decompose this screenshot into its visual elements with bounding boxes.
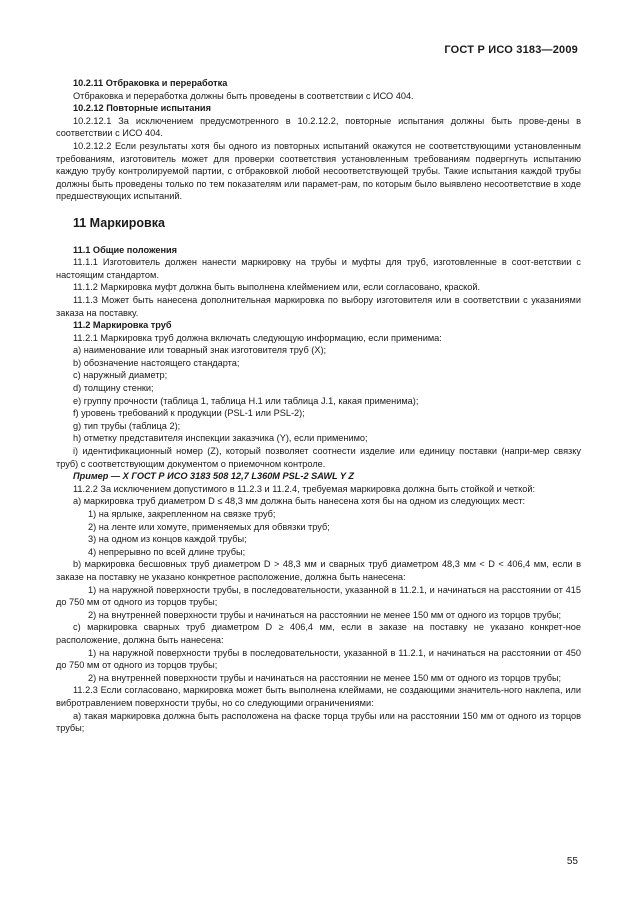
paragraph: i) идентификационный номер (Z), который позволяет соотнести изделие или единицу поставки (напри-мер связку труб) с соответствующим документом о приемочном контроле. xyxy=(56,446,581,469)
paragraph: 1) на наружной поверхности трубы, в последовательности, указанной в 11.2.1, и начинаться на расстоянии от 415 до 750 мм от одного из торцов трубы; xyxy=(56,584,581,608)
document-header: ГОСТ Р ИСО 3183—2009 xyxy=(444,44,578,56)
paragraph: Отбраковка и переработка должны быть проведены в соответствии с ИСО 404. xyxy=(73,90,414,101)
paragraph: a) наименование или товарный знак изготовителя труб (X); xyxy=(73,345,327,356)
paragraph: 2) на внутренней поверхности трубы и начинаться на расстоянии не менее 150 мм от одного из торцов трубы; xyxy=(88,609,562,620)
paragraph: Пример — X ГОСТ Р ИСО 3183 508 12,7 L360M PSL-2 SAWL Y Z xyxy=(73,471,354,482)
section-heading: 11 Маркировка xyxy=(73,215,165,230)
paragraph: 2) на ленте или хомуте, применяемых для обвязки труб; xyxy=(88,521,330,532)
subsection-heading: 11.1 Общие положения xyxy=(73,244,178,255)
paragraph: f) уровень требований к продукции (PSL-1 или PSL-2); xyxy=(73,408,305,419)
paragraph: 11.1.2 Маркировка муфт должна быть выполнена клеймением или, если согласовано, краской. xyxy=(73,282,481,293)
paragraph: b) маркировка бесшовных труб диаметром D > 48,3 мм и сварных труб диаметром 48,3 мм < D < 406,4 мм, если в заказе на поставку не указано конкретное расположение, должна быть нанесена: xyxy=(56,559,581,582)
paragraph: 1) на наружной поверхности трубы в последовательности, указанной в 11.2.1, и начинаться на расстоянии от 450 до 750 мм от одного из торцов трубы; xyxy=(56,647,581,671)
paragraph: 3) на одном из концов каждой трубы; xyxy=(88,534,247,545)
paragraph: 2) на внутренней поверхности трубы и начинаться на расстоянии не менее 150 мм от одного из торцов трубы; xyxy=(88,672,562,683)
paragraph: a) маркировка труб диаметром D ≤ 48,3 мм должна быть нанесена хотя бы на одном из следующих мест: xyxy=(73,496,526,507)
paragraph: a) такая маркировка должна быть расположена на фаске торца трубы или на расстоянии 150 мм от одного из торцов трубы; xyxy=(56,710,581,734)
paragraph: c) наружный диаметр; xyxy=(73,370,168,381)
paragraph: 11.1.1 Изготовитель должен нанести маркировку на трубы и муфты для труб, изготовленные в соот-ветствии с настоящим стандартом. xyxy=(56,257,581,280)
paragraph: c) маркировка сварных труб диаметром D ≥ 406,4 мм, если в заказе на поставку не указано конкрет-ное расположение, должна быть нанесена: xyxy=(56,622,581,645)
subsection-heading: 10.2.11 Отбраковка и переработка xyxy=(73,78,228,88)
subsection-heading: 11.2 Маркировка труб xyxy=(73,320,172,331)
page-number: 55 xyxy=(566,856,578,867)
document-body xyxy=(56,77,581,735)
subsection-heading: 10.2.12 Повторные испытания xyxy=(73,103,211,114)
paragraph: d) толщину стенки; xyxy=(73,383,154,394)
paragraph: 11.2.3 Если согласовано, маркировка может быть выполнена клеймами, не создающими значитель-ного наклепа, или вибротравлением поверхности трубы, но со следующими ограничениями: xyxy=(56,685,581,708)
paragraph: 10.2.12.1 За исключением предусмотренного в 10.2.12.2, повторные испытания должны быть прове-дены в соответствии с ИСО 404. xyxy=(56,115,581,139)
paragraph: g) тип трубы (таблица 2); xyxy=(73,420,181,431)
paragraph: 10.2.12.2 Если результаты хотя бы одного из повторных испытаний окажутся не соответствующими установленным требованиям, изготовитель может для проверки соответствия установленным требованиям подвергнуть испытанию каждую трубу контролируемой партии, с отбраковкой любой несоответствующей трубы. Такие испытания каждой трубы должны быть проведены только по тем показателям или парамет-рам, по которым было выявлено несоответствие в ходе предшествующих испытаний. xyxy=(56,140,581,202)
paragraph: h) отметку представителя инспекции заказчика (Y), если применимо; xyxy=(73,433,368,444)
paragraph: 11.2.2 За исключением допустимого в 11.2.3 и 11.2.4, требуемая маркировка должна быть стойкой и четкой: xyxy=(73,483,535,494)
paragraph: 11.2.1 Маркировка труб должна включать следующую информацию, если применима: xyxy=(73,332,442,343)
paragraph: 11.1.3 Может быть нанесена дополнительная маркировка по выбору изготовителя или в соответствии с указаниями заказа на поставку. xyxy=(56,294,581,318)
paragraph: 1) на ярлыке, закрепленном на связке труб; xyxy=(88,509,276,519)
paragraph: 4) непрерывно по всей длине трубы; xyxy=(88,546,246,557)
paragraph: e) группу прочности (таблица 1, таблица H.1 или таблица J.1, какая применима); xyxy=(73,395,419,406)
paragraph: b) обозначение настоящего стандарта; xyxy=(73,357,240,368)
